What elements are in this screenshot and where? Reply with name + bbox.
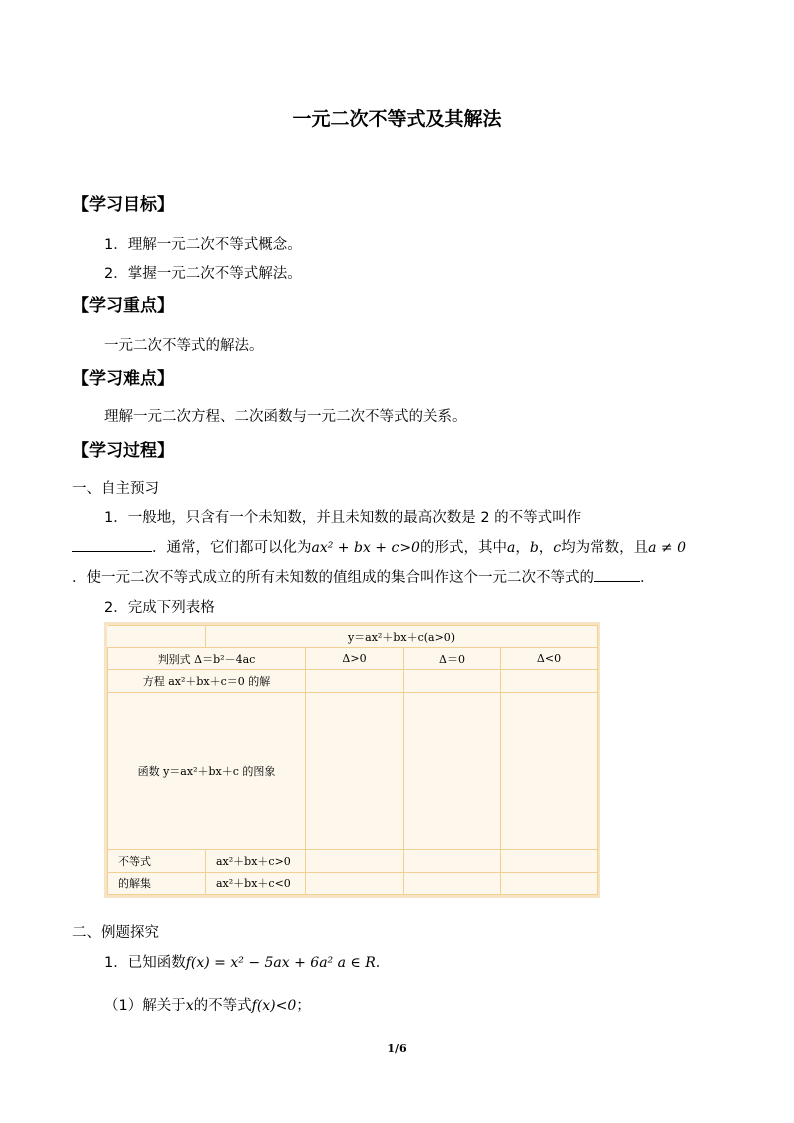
answer-blank[interactable] <box>594 567 640 582</box>
col-positive: Δ>0 <box>306 648 404 670</box>
table-cell[interactable] <box>404 850 501 872</box>
table-cell[interactable] <box>306 850 404 872</box>
table-cell[interactable] <box>404 670 501 692</box>
goal-item-2: 2．掌握一元二次不等式解法。 <box>104 266 302 282</box>
table-cell[interactable] <box>306 670 404 692</box>
col-zero: Δ＝0 <box>404 648 501 670</box>
key-points-heading: 【学习重点】 <box>72 296 174 316</box>
preview-q1-line2: ．通常，它们都可以化为ax² + bx + c>0的形式，其中a，b，c均为常数，且a ≠ 0 <box>72 536 686 557</box>
table-cell[interactable] <box>306 692 404 850</box>
inequality-label-top: 不等式 <box>108 850 206 872</box>
table-cell[interactable] <box>501 692 598 850</box>
table-cell[interactable] <box>501 872 598 894</box>
difficulty-text: 理解一元二次方程、二次函数与一元二次不等式的关系。 <box>104 409 467 425</box>
equation-row-label: 方程 ax²＋bx＋c＝0 的解 <box>108 670 306 692</box>
table-cell[interactable] <box>306 872 404 894</box>
graph-row-label: 函数 y＝ax²＋bx＋c 的图象 <box>108 692 306 850</box>
preview-heading: 一、自主预习 <box>72 481 159 497</box>
inequality-label-bottom: 的解集 <box>108 872 206 894</box>
page-number: 1/6 <box>387 1042 407 1055</box>
table-header: y＝ax²＋bx＋c(a>0) <box>206 626 598 648</box>
comparison-table <box>104 622 600 898</box>
table-cell[interactable] <box>501 850 598 872</box>
inequality-lt: ax²＋bx＋c<0 <box>206 872 306 894</box>
difficulty-heading: 【学习难点】 <box>72 369 174 389</box>
preview-q1-line3: ．使一元二次不等式成立的所有未知数的值组成的集合叫作这个一元二次不等式的 ． <box>72 566 655 587</box>
table-cell[interactable] <box>404 872 501 894</box>
process-heading: 【学习过程】 <box>72 441 174 461</box>
example-q1-part1: （1）解关于x的不等式f(x)<0； <box>104 998 311 1014</box>
example-q1: 1．已知函数f(x) = x² − 5ax + 6a² a ∈ R． <box>104 955 391 971</box>
page-title: 一元二次不等式及其解法 <box>292 108 502 130</box>
table-cell[interactable] <box>404 692 501 850</box>
goal-item-1: 1．理解一元二次不等式概念。 <box>104 237 302 253</box>
key-points-text: 一元二次不等式的解法。 <box>104 338 264 354</box>
goals-heading: 【学习目标】 <box>72 195 174 215</box>
discriminant-label: 判别式 Δ＝b²－4ac <box>108 648 306 670</box>
preview-q2: 2．完成下列表格 <box>104 600 215 616</box>
preview-q1-line1: 1．一般地，只含有一个未知数，并且未知数的最高次数是 2 的不等式叫作 <box>104 510 582 526</box>
table-cell[interactable] <box>501 670 598 692</box>
inequality-gt: ax²＋bx＋c>0 <box>206 850 306 872</box>
examples-heading: 二、例题探究 <box>72 925 159 941</box>
col-negative: Δ<0 <box>501 648 598 670</box>
answer-blank[interactable] <box>72 537 152 552</box>
